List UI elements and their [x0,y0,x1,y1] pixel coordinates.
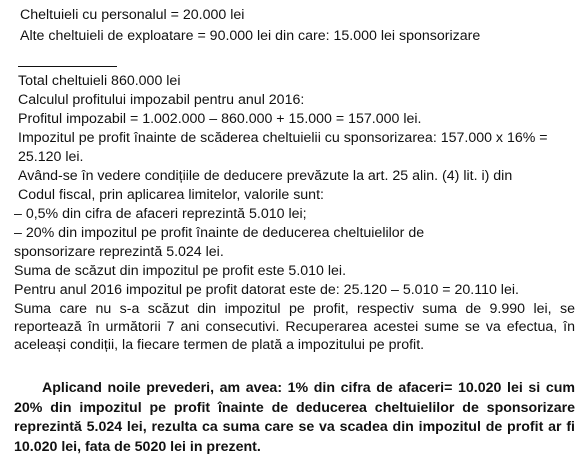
deduction-conditions-line-2: Codul fiscal, prin aplicarea limitelor, valorile sunt: [18,187,324,203]
personnel-expenses-line: Cheltuieli cu personalul = 20.000 lei [20,7,245,23]
conclusion-paragraph: Aplicand noile prevederi, am avea: 1% din cifra de afaceri= 10.020 lei si cum 20% din impozitul pe profit înainte de deducerea cheltuielilor de sponsorizare reprezintă 5.024 lei, rezulta ca suma care se va scadea din impozitul de profit ar fi 10.020 lei, fata de 5020 lei in prezent. [14,380,575,455]
taxable-profit-heading: Calculul profitului impozabil pentru anul 2016: [18,92,305,108]
carry-forward-paragraph: Suma care nu s-a scăzut din impozitul pe profit, respectiv suma de 9.990 lei, se reportează în următorii 7 ani consecutivi. Recuperarea acestei sume se va efectua, în aceleași condiții, la fiecare termen de plată a impozitului pe profit. [14,301,575,353]
other-operating-expenses-line: Alte cheltuieli de exploatare = 90.000 lei din care: 15.000 lei sponsorizare [20,28,481,44]
limit-tax-line-1: – 20% din impozitul pe profit înainte de deducerea cheltuielilor de [14,225,425,241]
deduction-amount-line: Suma de scăzut din impozitul pe profit este 5.010 lei. [14,263,347,279]
limit-tax-line-2: sponsorizare reprezintă 5.024 lei. [14,244,224,260]
tax-due-line: Pentru anul 2016 impozitul pe profit datorat este de: 25.120 – 5.010 = 20.110 lei. [14,282,519,298]
tax-before-sponsorship-line-1: Impozitul pe profit înainte de scăderea cheltuielii cu sponsorizarea: 157.000 x 16% = [18,130,548,146]
total-expenses-line: Total cheltuieli 860.000 lei [18,73,181,89]
tax-before-sponsorship-line-2: 25.120 lei. [18,149,84,165]
deduction-conditions-line-1: Având-se în vedere condițiile de deducere prevăzute la art. 25 alin. (4) lit. i) din [18,168,513,184]
limit-turnover-line: – 0,5% din cifra de afaceri reprezintă 5.010 lei; [14,206,307,222]
taxable-profit-line: Profitul impozabil = 1.002.000 – 860.000 + 15.000 = 157.000 lei. [18,111,422,127]
separator-rule [18,66,117,67]
